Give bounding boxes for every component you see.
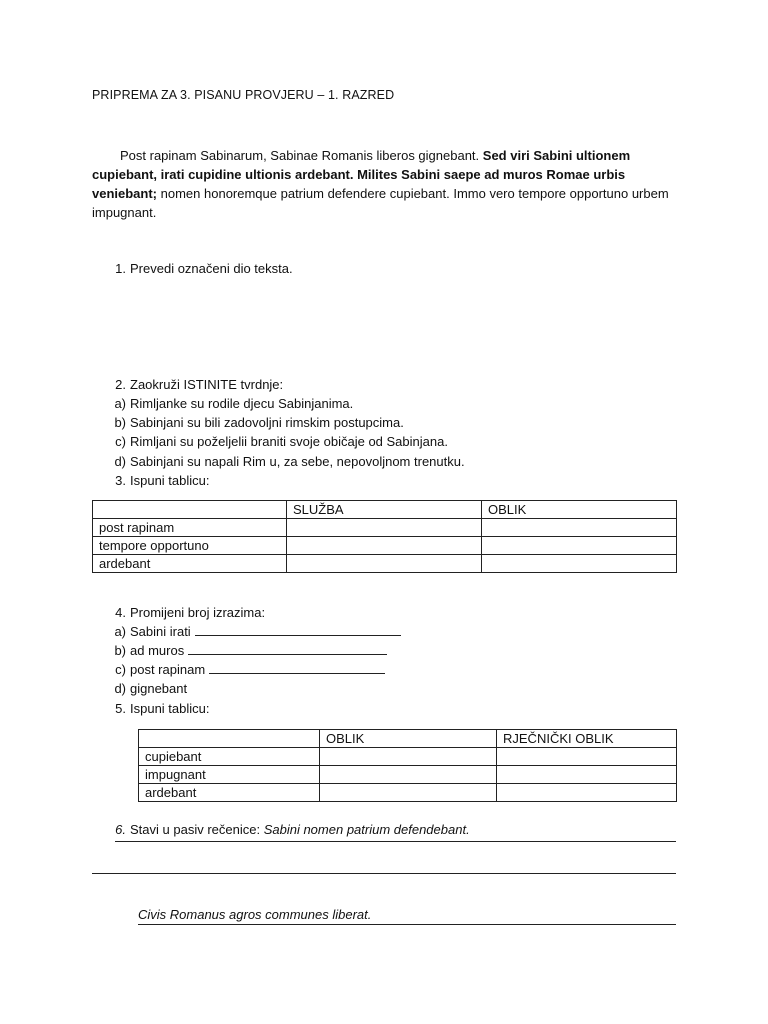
option-letter: d)	[114, 454, 126, 469]
task-3-table	[92, 500, 677, 573]
task-5-text: Ispuni tablicu:	[130, 701, 210, 716]
answer-cell[interactable]	[287, 519, 482, 537]
task-4	[104, 603, 664, 622]
task-1-text: Prevedi označeni dio teksta.	[130, 261, 293, 276]
task-2-option-c[interactable]	[104, 432, 664, 451]
task-2-option-a[interactable]	[104, 394, 664, 413]
row-label: ardebant	[139, 784, 320, 802]
item-text: Sabini irati	[130, 624, 191, 639]
latin-passage	[92, 146, 676, 222]
task-5-table	[138, 729, 677, 802]
answer-blank[interactable]	[195, 622, 401, 636]
answer-cell[interactable]	[482, 519, 677, 537]
task-3-number: 3.	[115, 473, 126, 488]
row-label: ardebant	[93, 555, 287, 573]
table-header-cell: OBLIK	[482, 501, 677, 519]
row-label: impugnant	[139, 766, 320, 784]
option-text: Sabinjani su napali Rim u, za sebe, nepovoljnom trenutku.	[130, 454, 465, 469]
row-label: cupiebant	[139, 748, 320, 766]
task-4-item-a	[104, 622, 664, 641]
passage-highlighted: Sed viri Sabini ultionem cupiebant, irati cupidine ultionis ardebant. Milites Sabini saepe ad muros Romae urbis veniebant;	[92, 148, 631, 201]
item-letter: d)	[114, 681, 126, 696]
task-2-text: Zaokruži ISTINITE tvrdnje:	[130, 377, 284, 392]
option-letter: c)	[115, 434, 126, 449]
answer-cell[interactable]	[497, 784, 677, 802]
sentence-1-underline	[115, 841, 676, 842]
item-text: gignebant	[130, 681, 188, 696]
option-text: Sabinjani su bili zadovoljni rimskim postupcima.	[130, 415, 404, 430]
answer-cell[interactable]	[287, 537, 482, 555]
table-row	[139, 784, 677, 802]
row-label: post rapinam	[93, 519, 287, 537]
table-header-cell	[93, 501, 287, 519]
answer-blank[interactable]	[209, 660, 385, 674]
answer-cell[interactable]	[497, 748, 677, 766]
task-6-sentence-1: Sabini nomen patrium defendebant.	[263, 822, 470, 837]
task-1-number: 1.	[115, 261, 126, 276]
item-text: ad muros	[130, 643, 185, 658]
answer-cell[interactable]	[287, 555, 482, 573]
answer-cell[interactable]	[497, 766, 677, 784]
answer-cell[interactable]	[482, 537, 677, 555]
option-letter: b)	[114, 415, 126, 430]
task-6-sentence-2: Civis Romanus agros communes liberat.	[138, 907, 372, 922]
task-3	[104, 471, 664, 490]
answer-cell[interactable]	[320, 766, 497, 784]
item-text: post rapinam	[130, 662, 206, 677]
option-text: Rimljani su poželjelii braniti svoje običaje od Sabinjana.	[130, 434, 448, 449]
task-4-item-b	[104, 641, 664, 660]
table-header-cell	[139, 730, 320, 748]
table-header-row	[139, 730, 677, 748]
item-letter: c)	[115, 662, 126, 677]
table-header-row	[93, 501, 677, 519]
task-1	[104, 259, 664, 278]
task-2-number: 2.	[115, 377, 126, 392]
task-3-text: Ispuni tablicu:	[130, 473, 210, 488]
task-6	[104, 820, 676, 839]
table-row	[139, 748, 677, 766]
item-letter: a)	[114, 624, 126, 639]
task-6-label: Stavi u pasiv rečenice:	[130, 822, 261, 837]
row-label: tempore opportuno	[93, 537, 287, 555]
item-letter: b)	[114, 643, 126, 658]
option-letter: a)	[114, 396, 126, 411]
answer-line-1[interactable]	[92, 873, 676, 874]
task-2-option-b[interactable]	[104, 413, 664, 432]
page-title: PRIPREMA ZA 3. PISANU PROVJERU – 1. RAZRED	[92, 88, 395, 102]
answer-cell[interactable]	[320, 784, 497, 802]
task-4-text: Promijeni broj izrazima:	[130, 605, 266, 620]
passage-end: nomen honoremque patrium defendere cupiebant. Immo vero tempore opportuno urbem impugnant.	[92, 186, 669, 220]
sentence-2-underline	[138, 924, 676, 925]
table-header-cell: OBLIK	[320, 730, 497, 748]
task-5-number: 5.	[115, 701, 126, 716]
task-4-item-d	[104, 679, 664, 698]
table-row	[93, 537, 677, 555]
option-text: Rimljanke su rodile djecu Sabinjanima.	[130, 396, 354, 411]
answer-cell[interactable]	[482, 555, 677, 573]
table-header-cell: SLUŽBA	[287, 501, 482, 519]
table-row	[139, 766, 677, 784]
task-2	[104, 375, 664, 394]
passage-intro: Post rapinam Sabinarum, Sabinae Romanis liberos gignebant.	[120, 148, 480, 163]
answer-blank[interactable]	[188, 641, 387, 655]
task-4-number: 4.	[115, 605, 126, 620]
task-4-item-c	[104, 660, 664, 679]
task-2-option-d[interactable]	[104, 452, 664, 471]
table-row	[93, 555, 677, 573]
table-header-cell: RJEČNIČKI OBLIK	[497, 730, 677, 748]
task-6-number: 6.	[115, 822, 126, 837]
table-row	[93, 519, 677, 537]
answer-cell[interactable]	[320, 748, 497, 766]
task-5	[104, 699, 664, 718]
